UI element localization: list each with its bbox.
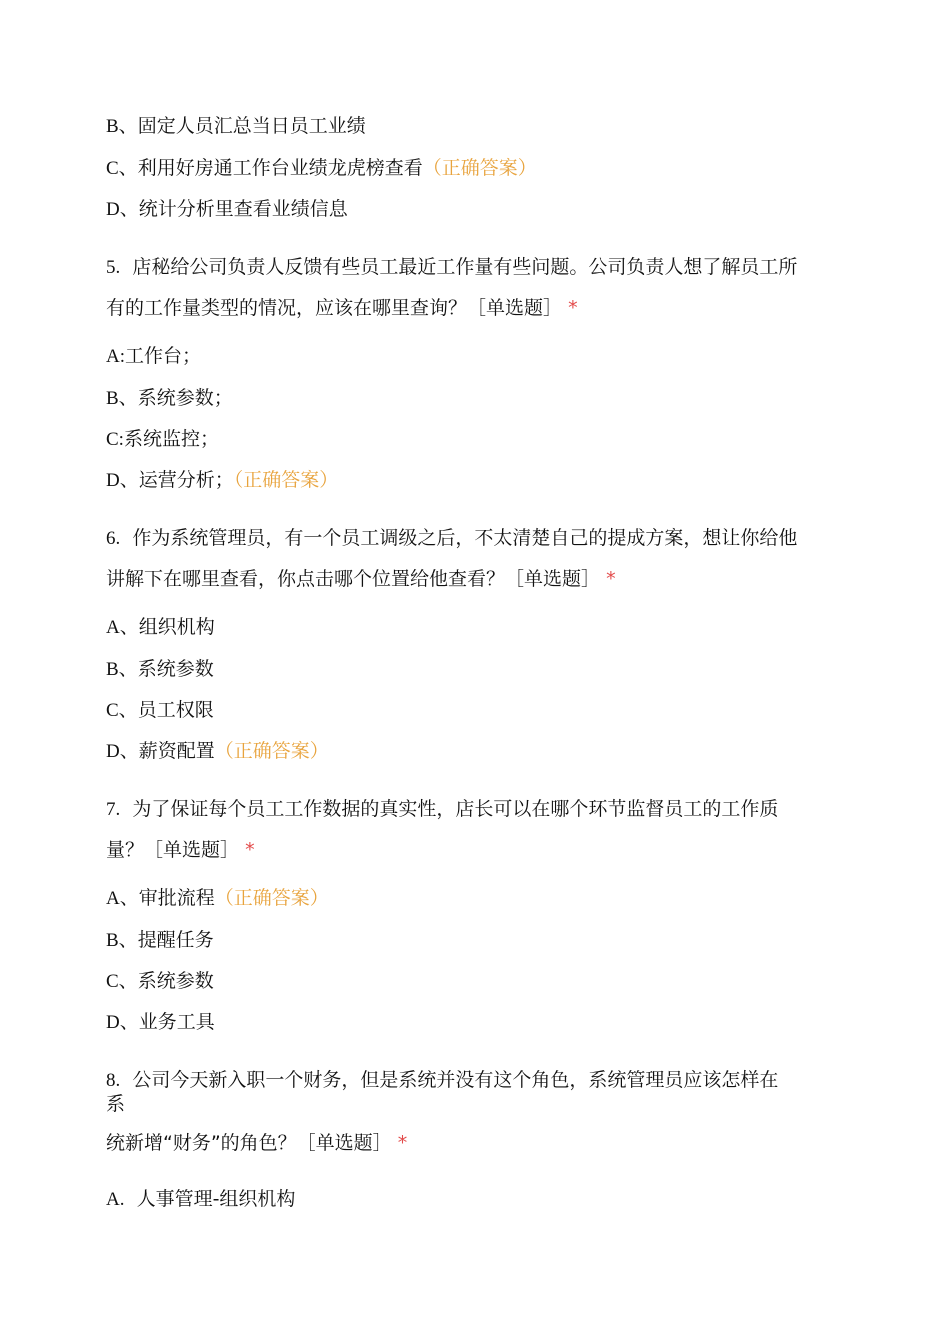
required-mark: * <box>568 297 578 319</box>
q8-title-line1-wrap <box>106 1091 125 1117</box>
option-prefix: B、 <box>106 930 138 951</box>
question-number: 6. <box>106 528 121 549</box>
q4-option-d <box>106 196 348 223</box>
question-text: 统新增“财务”的角色？［单选题］ <box>106 1132 392 1154</box>
option-prefix: D、 <box>106 741 139 762</box>
q5-title-line2 <box>106 295 578 321</box>
option-prefix: C、 <box>106 971 138 992</box>
q5-option-d <box>106 467 338 494</box>
option-text: 系统参数； <box>137 387 233 409</box>
option-text: 组织机构 <box>138 616 215 638</box>
q5-option-b <box>106 385 233 412</box>
q8-title-line2 <box>106 1130 407 1156</box>
q7-option-b <box>106 927 214 954</box>
q6-option-c <box>106 697 214 724</box>
option-text: 工作台； <box>125 345 202 367</box>
option-text: 系统监控； <box>123 428 219 450</box>
option-text: 运营分析； <box>138 469 234 491</box>
correct-answer-tag: （正确答案） <box>233 469 339 491</box>
q4-option-c <box>106 155 537 182</box>
option-text: 提醒任务 <box>137 929 214 951</box>
q6-title-line2 <box>106 566 616 592</box>
q6-option-d <box>106 738 329 765</box>
q7-option-d <box>106 1009 215 1036</box>
option-text: 系统参数 <box>137 658 214 680</box>
q5-option-a <box>106 343 201 370</box>
question-text: 店秘给公司负责人反馈有些员工最近工作量有些问题。公司负责人想了解员工所 <box>132 256 798 278</box>
q8-title-line1 <box>106 1067 778 1094</box>
q7-option-c <box>106 968 214 995</box>
correct-answer-tag: （正确答案） <box>214 740 329 762</box>
question-number: 5. <box>106 257 121 278</box>
question-number: 7. <box>106 799 121 820</box>
q8-option-a <box>106 1186 295 1213</box>
question-text: 公司今天新入职一个财务，但是系统并没有这个角色，系统管理员应该怎样在 <box>132 1069 779 1091</box>
q4-option-b <box>106 113 366 140</box>
q5-title-line1 <box>106 254 797 281</box>
option-prefix: C、 <box>106 700 138 721</box>
option-prefix: B、 <box>106 116 138 137</box>
option-prefix: A. <box>106 1189 125 1210</box>
q6-option-a <box>106 614 215 641</box>
option-text: 利用好房通工作台业绩龙虎榜查看 <box>137 157 423 179</box>
correct-answer-tag: （正确答案） <box>422 157 537 179</box>
question-text: 讲解下在哪里查看，你点击哪个位置给他查看？［单选题］ <box>106 568 601 590</box>
required-mark: * <box>397 1132 408 1154</box>
option-prefix: D、 <box>106 1012 139 1033</box>
option-text: 统计分析里查看业绩信息 <box>138 198 348 220</box>
option-text: 固定人员汇总当日员工业绩 <box>137 115 366 137</box>
option-prefix: C、 <box>106 158 138 179</box>
option-prefix: D、 <box>106 199 139 220</box>
option-text: 审批流程 <box>138 887 215 909</box>
q6-title-line1 <box>106 525 797 552</box>
correct-answer-tag: （正确答案） <box>214 887 329 909</box>
option-prefix: B、 <box>106 388 138 409</box>
option-prefix: C: <box>106 429 124 450</box>
q7-option-a <box>106 885 329 912</box>
q6-option-b <box>106 656 214 683</box>
option-text: 系统参数 <box>137 970 214 992</box>
q7-title-line2 <box>106 837 255 863</box>
option-prefix: B、 <box>106 659 138 680</box>
option-prefix: D、 <box>106 470 139 491</box>
question-text: 作为系统管理员，有一个员工调级之后，不太清楚自己的提成方案，想让你给他 <box>132 527 798 549</box>
required-mark: * <box>245 839 255 861</box>
question-number: 8. <box>106 1070 121 1091</box>
q7-title-line1 <box>106 796 778 823</box>
required-mark: * <box>606 568 616 590</box>
option-prefix: A、 <box>106 617 139 638</box>
option-prefix: A、 <box>106 888 139 909</box>
q5-option-c <box>106 426 219 453</box>
question-text: 为了保证每个员工工作数据的真实性，店长可以在哪个环节监督员工的工作质 <box>132 798 779 820</box>
option-text: 业务工具 <box>138 1011 215 1033</box>
question-text: 系 <box>106 1093 126 1115</box>
option-prefix: A: <box>106 346 125 367</box>
option-text: 员工权限 <box>137 699 214 721</box>
option-text: 薪资配置 <box>138 740 215 762</box>
option-text: 人事管理-组织机构 <box>136 1188 296 1210</box>
question-text: 有的工作量类型的情况，应该在哪里查询？［单选题］ <box>106 297 563 319</box>
question-text: 量？［单选题］ <box>106 839 240 861</box>
